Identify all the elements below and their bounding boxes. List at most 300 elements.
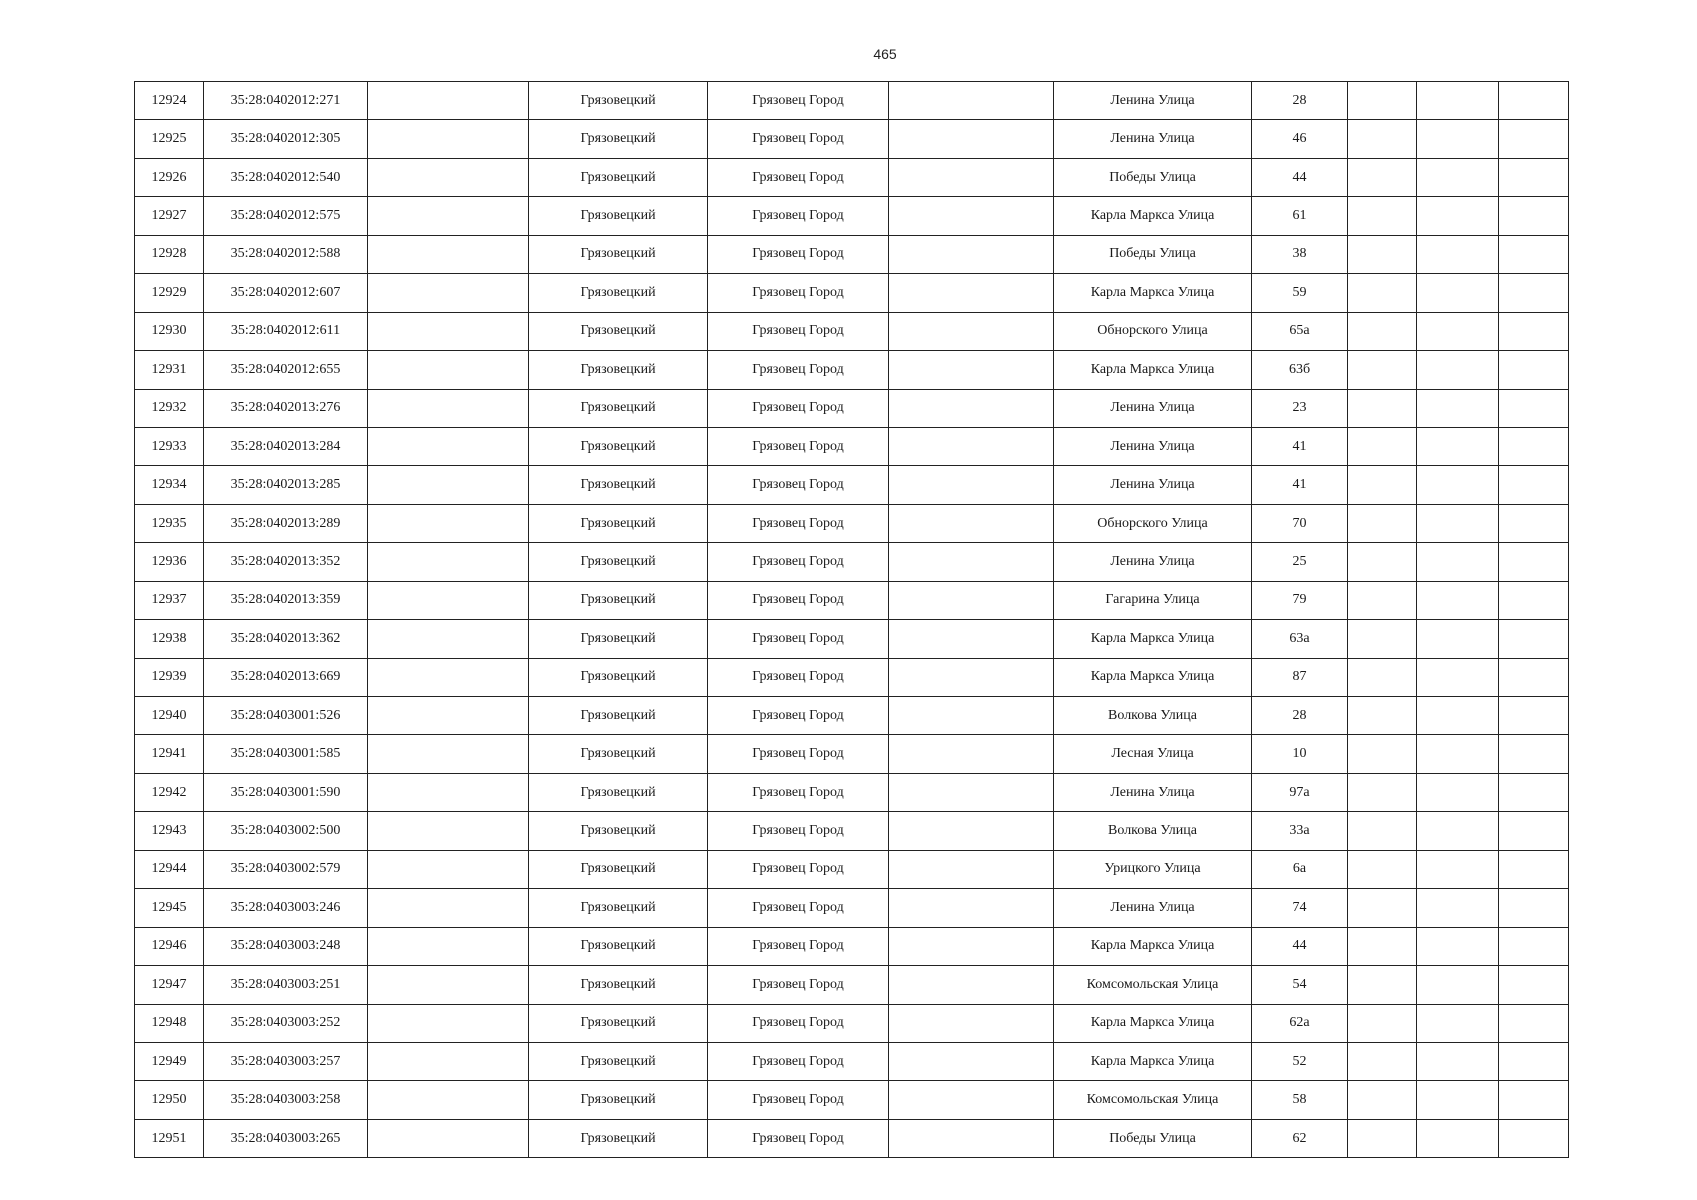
cell-settlement: Грязовец Город bbox=[708, 427, 889, 465]
cell-empty bbox=[1499, 543, 1569, 581]
cell-empty bbox=[1499, 1004, 1569, 1042]
cell-empty bbox=[1499, 697, 1569, 735]
cell-settlement: Грязовец Город bbox=[708, 966, 889, 1004]
cell-settlement: Грязовец Город bbox=[708, 889, 889, 927]
cell-empty bbox=[1348, 581, 1417, 619]
cell-empty bbox=[368, 927, 529, 965]
cell-district: Грязовецкий bbox=[529, 466, 708, 504]
cell-empty bbox=[1499, 581, 1569, 619]
cell-row-number: 12944 bbox=[135, 850, 204, 888]
cell-empty bbox=[1499, 389, 1569, 427]
cell-empty bbox=[368, 620, 529, 658]
cell-cadastral-number: 35:28:0402012:655 bbox=[204, 351, 368, 389]
cell-district: Грязовецкий bbox=[529, 889, 708, 927]
cell-empty bbox=[1499, 235, 1569, 273]
cell-cadastral-number: 35:28:0402013:359 bbox=[204, 581, 368, 619]
cell-street: Волкова Улица bbox=[1054, 812, 1252, 850]
cell-cadastral-number: 35:28:0402012:607 bbox=[204, 274, 368, 312]
cell-empty bbox=[889, 82, 1054, 120]
cell-district: Грязовецкий bbox=[529, 312, 708, 350]
cell-settlement: Грязовец Город bbox=[708, 1081, 889, 1119]
cell-empty bbox=[889, 427, 1054, 465]
cell-settlement: Грязовец Город bbox=[708, 1042, 889, 1080]
cell-empty bbox=[1348, 466, 1417, 504]
cell-street: Ленина Улица bbox=[1054, 389, 1252, 427]
cell-house: 54 bbox=[1252, 966, 1348, 1004]
cell-empty bbox=[889, 120, 1054, 158]
cell-empty bbox=[1417, 466, 1499, 504]
cell-empty bbox=[1348, 658, 1417, 696]
cell-empty bbox=[889, 620, 1054, 658]
cell-empty bbox=[1348, 235, 1417, 273]
cell-empty bbox=[1417, 235, 1499, 273]
cell-cadastral-number: 35:28:0402012:305 bbox=[204, 120, 368, 158]
cell-empty bbox=[1499, 82, 1569, 120]
cell-empty bbox=[1417, 158, 1499, 196]
cell-district: Грязовецкий bbox=[529, 120, 708, 158]
cell-street: Комсомольская Улица bbox=[1054, 966, 1252, 1004]
cell-empty bbox=[889, 966, 1054, 1004]
cell-house: 38 bbox=[1252, 235, 1348, 273]
cell-row-number: 12929 bbox=[135, 274, 204, 312]
cell-empty bbox=[1417, 1119, 1499, 1157]
cell-street: Победы Улица bbox=[1054, 158, 1252, 196]
cell-empty bbox=[1499, 351, 1569, 389]
cell-row-number: 12943 bbox=[135, 812, 204, 850]
cell-empty bbox=[1417, 850, 1499, 888]
cell-empty bbox=[368, 274, 529, 312]
cell-district: Грязовецкий bbox=[529, 658, 708, 696]
cell-empty bbox=[368, 197, 529, 235]
cell-empty bbox=[368, 504, 529, 542]
cell-house: 59 bbox=[1252, 274, 1348, 312]
cell-district: Грязовецкий bbox=[529, 735, 708, 773]
table-row bbox=[135, 158, 1569, 196]
cell-empty bbox=[1417, 1081, 1499, 1119]
cell-empty bbox=[889, 1119, 1054, 1157]
cell-street: Карла Маркса Улица bbox=[1054, 1004, 1252, 1042]
cell-district: Грязовецкий bbox=[529, 1042, 708, 1080]
cell-empty bbox=[889, 351, 1054, 389]
cell-settlement: Грязовец Город bbox=[708, 773, 889, 811]
cell-settlement: Грязовец Город bbox=[708, 620, 889, 658]
cell-house: 74 bbox=[1252, 889, 1348, 927]
cell-house: 62 bbox=[1252, 1119, 1348, 1157]
cell-empty bbox=[889, 1081, 1054, 1119]
cell-empty bbox=[368, 389, 529, 427]
table-row bbox=[135, 773, 1569, 811]
cell-settlement: Грязовец Город bbox=[708, 274, 889, 312]
cell-empty bbox=[1348, 389, 1417, 427]
cell-row-number: 12925 bbox=[135, 120, 204, 158]
cell-street: Комсомольская Улица bbox=[1054, 1081, 1252, 1119]
cell-settlement: Грязовец Город bbox=[708, 235, 889, 273]
cell-empty bbox=[1417, 812, 1499, 850]
cell-empty bbox=[368, 966, 529, 1004]
table-row bbox=[135, 620, 1569, 658]
cell-row-number: 12931 bbox=[135, 351, 204, 389]
cell-empty bbox=[1417, 1042, 1499, 1080]
cell-street: Урицкого Улица bbox=[1054, 850, 1252, 888]
cell-empty bbox=[1499, 274, 1569, 312]
cell-empty bbox=[1499, 773, 1569, 811]
cell-cadastral-number: 35:28:0403001:585 bbox=[204, 735, 368, 773]
registry-table bbox=[134, 81, 1569, 1158]
cell-cadastral-number: 35:28:0402013:284 bbox=[204, 427, 368, 465]
cell-street: Ленина Улица bbox=[1054, 82, 1252, 120]
cell-empty bbox=[1348, 274, 1417, 312]
table-row bbox=[135, 82, 1569, 120]
cell-row-number: 12936 bbox=[135, 543, 204, 581]
cell-empty bbox=[368, 735, 529, 773]
table-row bbox=[135, 197, 1569, 235]
cell-district: Грязовецкий bbox=[529, 620, 708, 658]
cell-empty bbox=[1348, 120, 1417, 158]
cell-district: Грязовецкий bbox=[529, 581, 708, 619]
table-row bbox=[135, 120, 1569, 158]
cell-empty bbox=[1417, 274, 1499, 312]
cell-house: 63а bbox=[1252, 620, 1348, 658]
cell-row-number: 12924 bbox=[135, 82, 204, 120]
cell-cadastral-number: 35:28:0402012:271 bbox=[204, 82, 368, 120]
cell-settlement: Грязовец Город bbox=[708, 312, 889, 350]
cell-empty bbox=[368, 312, 529, 350]
cell-cadastral-number: 35:28:0402012:611 bbox=[204, 312, 368, 350]
cell-settlement: Грязовец Город bbox=[708, 658, 889, 696]
cell-district: Грязовецкий bbox=[529, 197, 708, 235]
cell-empty bbox=[1499, 850, 1569, 888]
cell-street: Ленина Улица bbox=[1054, 773, 1252, 811]
cell-cadastral-number: 35:28:0403003:246 bbox=[204, 889, 368, 927]
cell-row-number: 12940 bbox=[135, 697, 204, 735]
cell-row-number: 12926 bbox=[135, 158, 204, 196]
cell-empty bbox=[1417, 120, 1499, 158]
cell-row-number: 12939 bbox=[135, 658, 204, 696]
cell-row-number: 12928 bbox=[135, 235, 204, 273]
cell-empty bbox=[1417, 927, 1499, 965]
cell-district: Грязовецкий bbox=[529, 274, 708, 312]
cell-cadastral-number: 35:28:0403003:258 bbox=[204, 1081, 368, 1119]
cell-house: 58 bbox=[1252, 1081, 1348, 1119]
cell-empty bbox=[1499, 1119, 1569, 1157]
cell-empty bbox=[368, 889, 529, 927]
cell-district: Грязовецкий bbox=[529, 966, 708, 1004]
cell-empty bbox=[368, 697, 529, 735]
cell-house: 28 bbox=[1252, 697, 1348, 735]
cell-settlement: Грязовец Город bbox=[708, 1004, 889, 1042]
cell-empty bbox=[368, 427, 529, 465]
cell-street: Обнорского Улица bbox=[1054, 312, 1252, 350]
cell-settlement: Грязовец Город bbox=[708, 581, 889, 619]
cell-empty bbox=[1499, 312, 1569, 350]
registry-body bbox=[135, 82, 1569, 1158]
cell-empty bbox=[368, 658, 529, 696]
cell-row-number: 12949 bbox=[135, 1042, 204, 1080]
cell-cadastral-number: 35:28:0403001:526 bbox=[204, 697, 368, 735]
cell-empty bbox=[1348, 1004, 1417, 1042]
cell-empty bbox=[1348, 158, 1417, 196]
cell-district: Грязовецкий bbox=[529, 850, 708, 888]
cell-empty bbox=[1348, 197, 1417, 235]
cell-settlement: Грязовец Город bbox=[708, 697, 889, 735]
cell-empty bbox=[1417, 197, 1499, 235]
cell-district: Грязовецкий bbox=[529, 158, 708, 196]
cell-district: Грязовецкий bbox=[529, 504, 708, 542]
cell-empty bbox=[889, 1004, 1054, 1042]
table-row bbox=[135, 274, 1569, 312]
table-row bbox=[135, 658, 1569, 696]
table-row bbox=[135, 850, 1569, 888]
cell-row-number: 12951 bbox=[135, 1119, 204, 1157]
cell-empty bbox=[889, 197, 1054, 235]
cell-street: Победы Улица bbox=[1054, 1119, 1252, 1157]
cell-house: 25 bbox=[1252, 543, 1348, 581]
cell-house: 65а bbox=[1252, 312, 1348, 350]
cell-district: Грязовецкий bbox=[529, 351, 708, 389]
cell-settlement: Грязовец Город bbox=[708, 850, 889, 888]
cell-empty bbox=[889, 543, 1054, 581]
table-row bbox=[135, 351, 1569, 389]
cell-house: 23 bbox=[1252, 389, 1348, 427]
cell-empty bbox=[1417, 697, 1499, 735]
cell-empty bbox=[1499, 927, 1569, 965]
cell-empty bbox=[1417, 1004, 1499, 1042]
cell-row-number: 12947 bbox=[135, 966, 204, 1004]
cell-empty bbox=[368, 466, 529, 504]
cell-cadastral-number: 35:28:0402013:362 bbox=[204, 620, 368, 658]
cell-empty bbox=[1348, 812, 1417, 850]
cell-empty bbox=[889, 504, 1054, 542]
cell-empty bbox=[1417, 427, 1499, 465]
cell-district: Грязовецкий bbox=[529, 773, 708, 811]
cell-settlement: Грязовец Город bbox=[708, 197, 889, 235]
cell-empty bbox=[1348, 1042, 1417, 1080]
cell-row-number: 12933 bbox=[135, 427, 204, 465]
cell-cadastral-number: 35:28:0402013:289 bbox=[204, 504, 368, 542]
cell-house: 10 bbox=[1252, 735, 1348, 773]
cell-empty bbox=[889, 735, 1054, 773]
cell-cadastral-number: 35:28:0403003:265 bbox=[204, 1119, 368, 1157]
cell-district: Грязовецкий bbox=[529, 543, 708, 581]
cell-empty bbox=[1348, 966, 1417, 1004]
cell-row-number: 12927 bbox=[135, 197, 204, 235]
cell-street: Ленина Улица bbox=[1054, 889, 1252, 927]
cell-empty bbox=[1499, 466, 1569, 504]
cell-empty bbox=[1417, 82, 1499, 120]
cell-row-number: 12946 bbox=[135, 927, 204, 965]
cell-district: Грязовецкий bbox=[529, 927, 708, 965]
cell-empty bbox=[1499, 158, 1569, 196]
cell-settlement: Грязовец Город bbox=[708, 812, 889, 850]
cell-street: Карла Маркса Улица bbox=[1054, 351, 1252, 389]
cell-row-number: 12941 bbox=[135, 735, 204, 773]
cell-district: Грязовецкий bbox=[529, 1004, 708, 1042]
cell-empty bbox=[1499, 1081, 1569, 1119]
cell-district: Грязовецкий bbox=[529, 82, 708, 120]
cell-house: 28 bbox=[1252, 82, 1348, 120]
cell-cadastral-number: 35:28:0402013:285 bbox=[204, 466, 368, 504]
cell-empty bbox=[889, 389, 1054, 427]
cell-settlement: Грязовец Город bbox=[708, 735, 889, 773]
cell-empty bbox=[1417, 889, 1499, 927]
table-row bbox=[135, 1119, 1569, 1157]
cell-empty bbox=[1417, 735, 1499, 773]
cell-empty bbox=[368, 351, 529, 389]
cell-empty bbox=[1348, 504, 1417, 542]
cell-house: 63б bbox=[1252, 351, 1348, 389]
cell-empty bbox=[1417, 543, 1499, 581]
cell-street: Лесная Улица bbox=[1054, 735, 1252, 773]
cell-empty bbox=[1348, 735, 1417, 773]
cell-empty bbox=[368, 1119, 529, 1157]
cell-cadastral-number: 35:28:0403002:500 bbox=[204, 812, 368, 850]
cell-settlement: Грязовец Город bbox=[708, 543, 889, 581]
table-row bbox=[135, 1081, 1569, 1119]
cell-street: Ленина Улица bbox=[1054, 427, 1252, 465]
cell-house: 52 bbox=[1252, 1042, 1348, 1080]
cell-settlement: Грязовец Город bbox=[708, 1119, 889, 1157]
cell-settlement: Грязовец Город bbox=[708, 82, 889, 120]
table-row bbox=[135, 235, 1569, 273]
cell-cadastral-number: 35:28:0403002:579 bbox=[204, 850, 368, 888]
cell-house: 62а bbox=[1252, 1004, 1348, 1042]
cell-empty bbox=[1348, 889, 1417, 927]
cell-row-number: 12934 bbox=[135, 466, 204, 504]
cell-empty bbox=[889, 773, 1054, 811]
cell-street: Ленина Улица bbox=[1054, 543, 1252, 581]
cell-district: Грязовецкий bbox=[529, 235, 708, 273]
cell-settlement: Грязовец Город bbox=[708, 466, 889, 504]
cell-empty bbox=[368, 82, 529, 120]
cell-empty bbox=[1348, 82, 1417, 120]
cell-empty bbox=[368, 543, 529, 581]
cell-empty bbox=[1348, 850, 1417, 888]
cell-empty bbox=[1348, 697, 1417, 735]
table-row bbox=[135, 389, 1569, 427]
cell-cadastral-number: 35:28:0403003:251 bbox=[204, 966, 368, 1004]
table-row bbox=[135, 1042, 1569, 1080]
cell-empty bbox=[889, 466, 1054, 504]
cell-cadastral-number: 35:28:0402013:276 bbox=[204, 389, 368, 427]
cell-empty bbox=[368, 158, 529, 196]
cell-cadastral-number: 35:28:0402012:575 bbox=[204, 197, 368, 235]
cell-cadastral-number: 35:28:0403001:590 bbox=[204, 773, 368, 811]
table-row bbox=[135, 504, 1569, 542]
cell-empty bbox=[1499, 427, 1569, 465]
cell-cadastral-number: 35:28:0402013:352 bbox=[204, 543, 368, 581]
page-number: 465 bbox=[873, 46, 897, 62]
table-row bbox=[135, 735, 1569, 773]
table-row bbox=[135, 427, 1569, 465]
cell-empty bbox=[1348, 543, 1417, 581]
cell-cadastral-number: 35:28:0403003:248 bbox=[204, 927, 368, 965]
table-row bbox=[135, 966, 1569, 1004]
cell-empty bbox=[1499, 120, 1569, 158]
cell-street: Гагарина Улица bbox=[1054, 581, 1252, 619]
cell-empty bbox=[1417, 581, 1499, 619]
cell-cadastral-number: 35:28:0402012:540 bbox=[204, 158, 368, 196]
cell-row-number: 12937 bbox=[135, 581, 204, 619]
cell-empty bbox=[368, 1004, 529, 1042]
cell-empty bbox=[889, 312, 1054, 350]
cell-empty bbox=[1348, 927, 1417, 965]
cell-empty bbox=[368, 773, 529, 811]
cell-district: Грязовецкий bbox=[529, 1119, 708, 1157]
table-row bbox=[135, 1004, 1569, 1042]
cell-empty bbox=[1348, 773, 1417, 811]
cell-empty bbox=[1417, 504, 1499, 542]
cell-house: 61 bbox=[1252, 197, 1348, 235]
cell-empty bbox=[889, 274, 1054, 312]
cell-street: Обнорского Улица bbox=[1054, 504, 1252, 542]
cell-house: 33а bbox=[1252, 812, 1348, 850]
cell-district: Грязовецкий bbox=[529, 1081, 708, 1119]
cell-empty bbox=[1499, 735, 1569, 773]
cell-empty bbox=[1417, 966, 1499, 1004]
cell-empty bbox=[1417, 351, 1499, 389]
cell-empty bbox=[368, 581, 529, 619]
cell-house: 44 bbox=[1252, 158, 1348, 196]
cell-row-number: 12932 bbox=[135, 389, 204, 427]
cell-empty bbox=[1499, 889, 1569, 927]
table-row bbox=[135, 927, 1569, 965]
cell-empty bbox=[889, 1042, 1054, 1080]
cell-empty bbox=[889, 235, 1054, 273]
cell-row-number: 12950 bbox=[135, 1081, 204, 1119]
cell-settlement: Грязовец Город bbox=[708, 389, 889, 427]
cell-empty bbox=[368, 235, 529, 273]
cell-street: Карла Маркса Улица bbox=[1054, 658, 1252, 696]
cell-street: Победы Улица bbox=[1054, 235, 1252, 273]
cell-district: Грязовецкий bbox=[529, 389, 708, 427]
cell-empty bbox=[1348, 620, 1417, 658]
cell-empty bbox=[1499, 966, 1569, 1004]
cell-empty bbox=[1417, 773, 1499, 811]
table-row bbox=[135, 543, 1569, 581]
cell-row-number: 12935 bbox=[135, 504, 204, 542]
cell-house: 87 bbox=[1252, 658, 1348, 696]
cell-empty bbox=[889, 850, 1054, 888]
cell-empty bbox=[368, 850, 529, 888]
cell-cadastral-number: 35:28:0402013:669 bbox=[204, 658, 368, 696]
cell-empty bbox=[1417, 620, 1499, 658]
cell-district: Грязовецкий bbox=[529, 697, 708, 735]
cell-empty bbox=[889, 158, 1054, 196]
cell-settlement: Грязовец Город bbox=[708, 504, 889, 542]
cell-row-number: 12942 bbox=[135, 773, 204, 811]
cell-house: 41 bbox=[1252, 427, 1348, 465]
cell-street: Карла Маркса Улица bbox=[1054, 274, 1252, 312]
table-row bbox=[135, 889, 1569, 927]
table-row bbox=[135, 312, 1569, 350]
cell-district: Грязовецкий bbox=[529, 427, 708, 465]
cell-cadastral-number: 35:28:0403003:252 bbox=[204, 1004, 368, 1042]
cell-house: 41 bbox=[1252, 466, 1348, 504]
cell-empty bbox=[1348, 1081, 1417, 1119]
cell-row-number: 12938 bbox=[135, 620, 204, 658]
cell-empty bbox=[1499, 1042, 1569, 1080]
cell-street: Ленина Улица bbox=[1054, 466, 1252, 504]
cell-empty bbox=[1499, 658, 1569, 696]
cell-empty bbox=[1499, 620, 1569, 658]
cell-empty bbox=[889, 581, 1054, 619]
cell-empty bbox=[889, 697, 1054, 735]
cell-street: Карла Маркса Улица bbox=[1054, 197, 1252, 235]
cell-row-number: 12930 bbox=[135, 312, 204, 350]
cell-settlement: Грязовец Город bbox=[708, 158, 889, 196]
cell-empty bbox=[1417, 389, 1499, 427]
cell-empty bbox=[368, 812, 529, 850]
